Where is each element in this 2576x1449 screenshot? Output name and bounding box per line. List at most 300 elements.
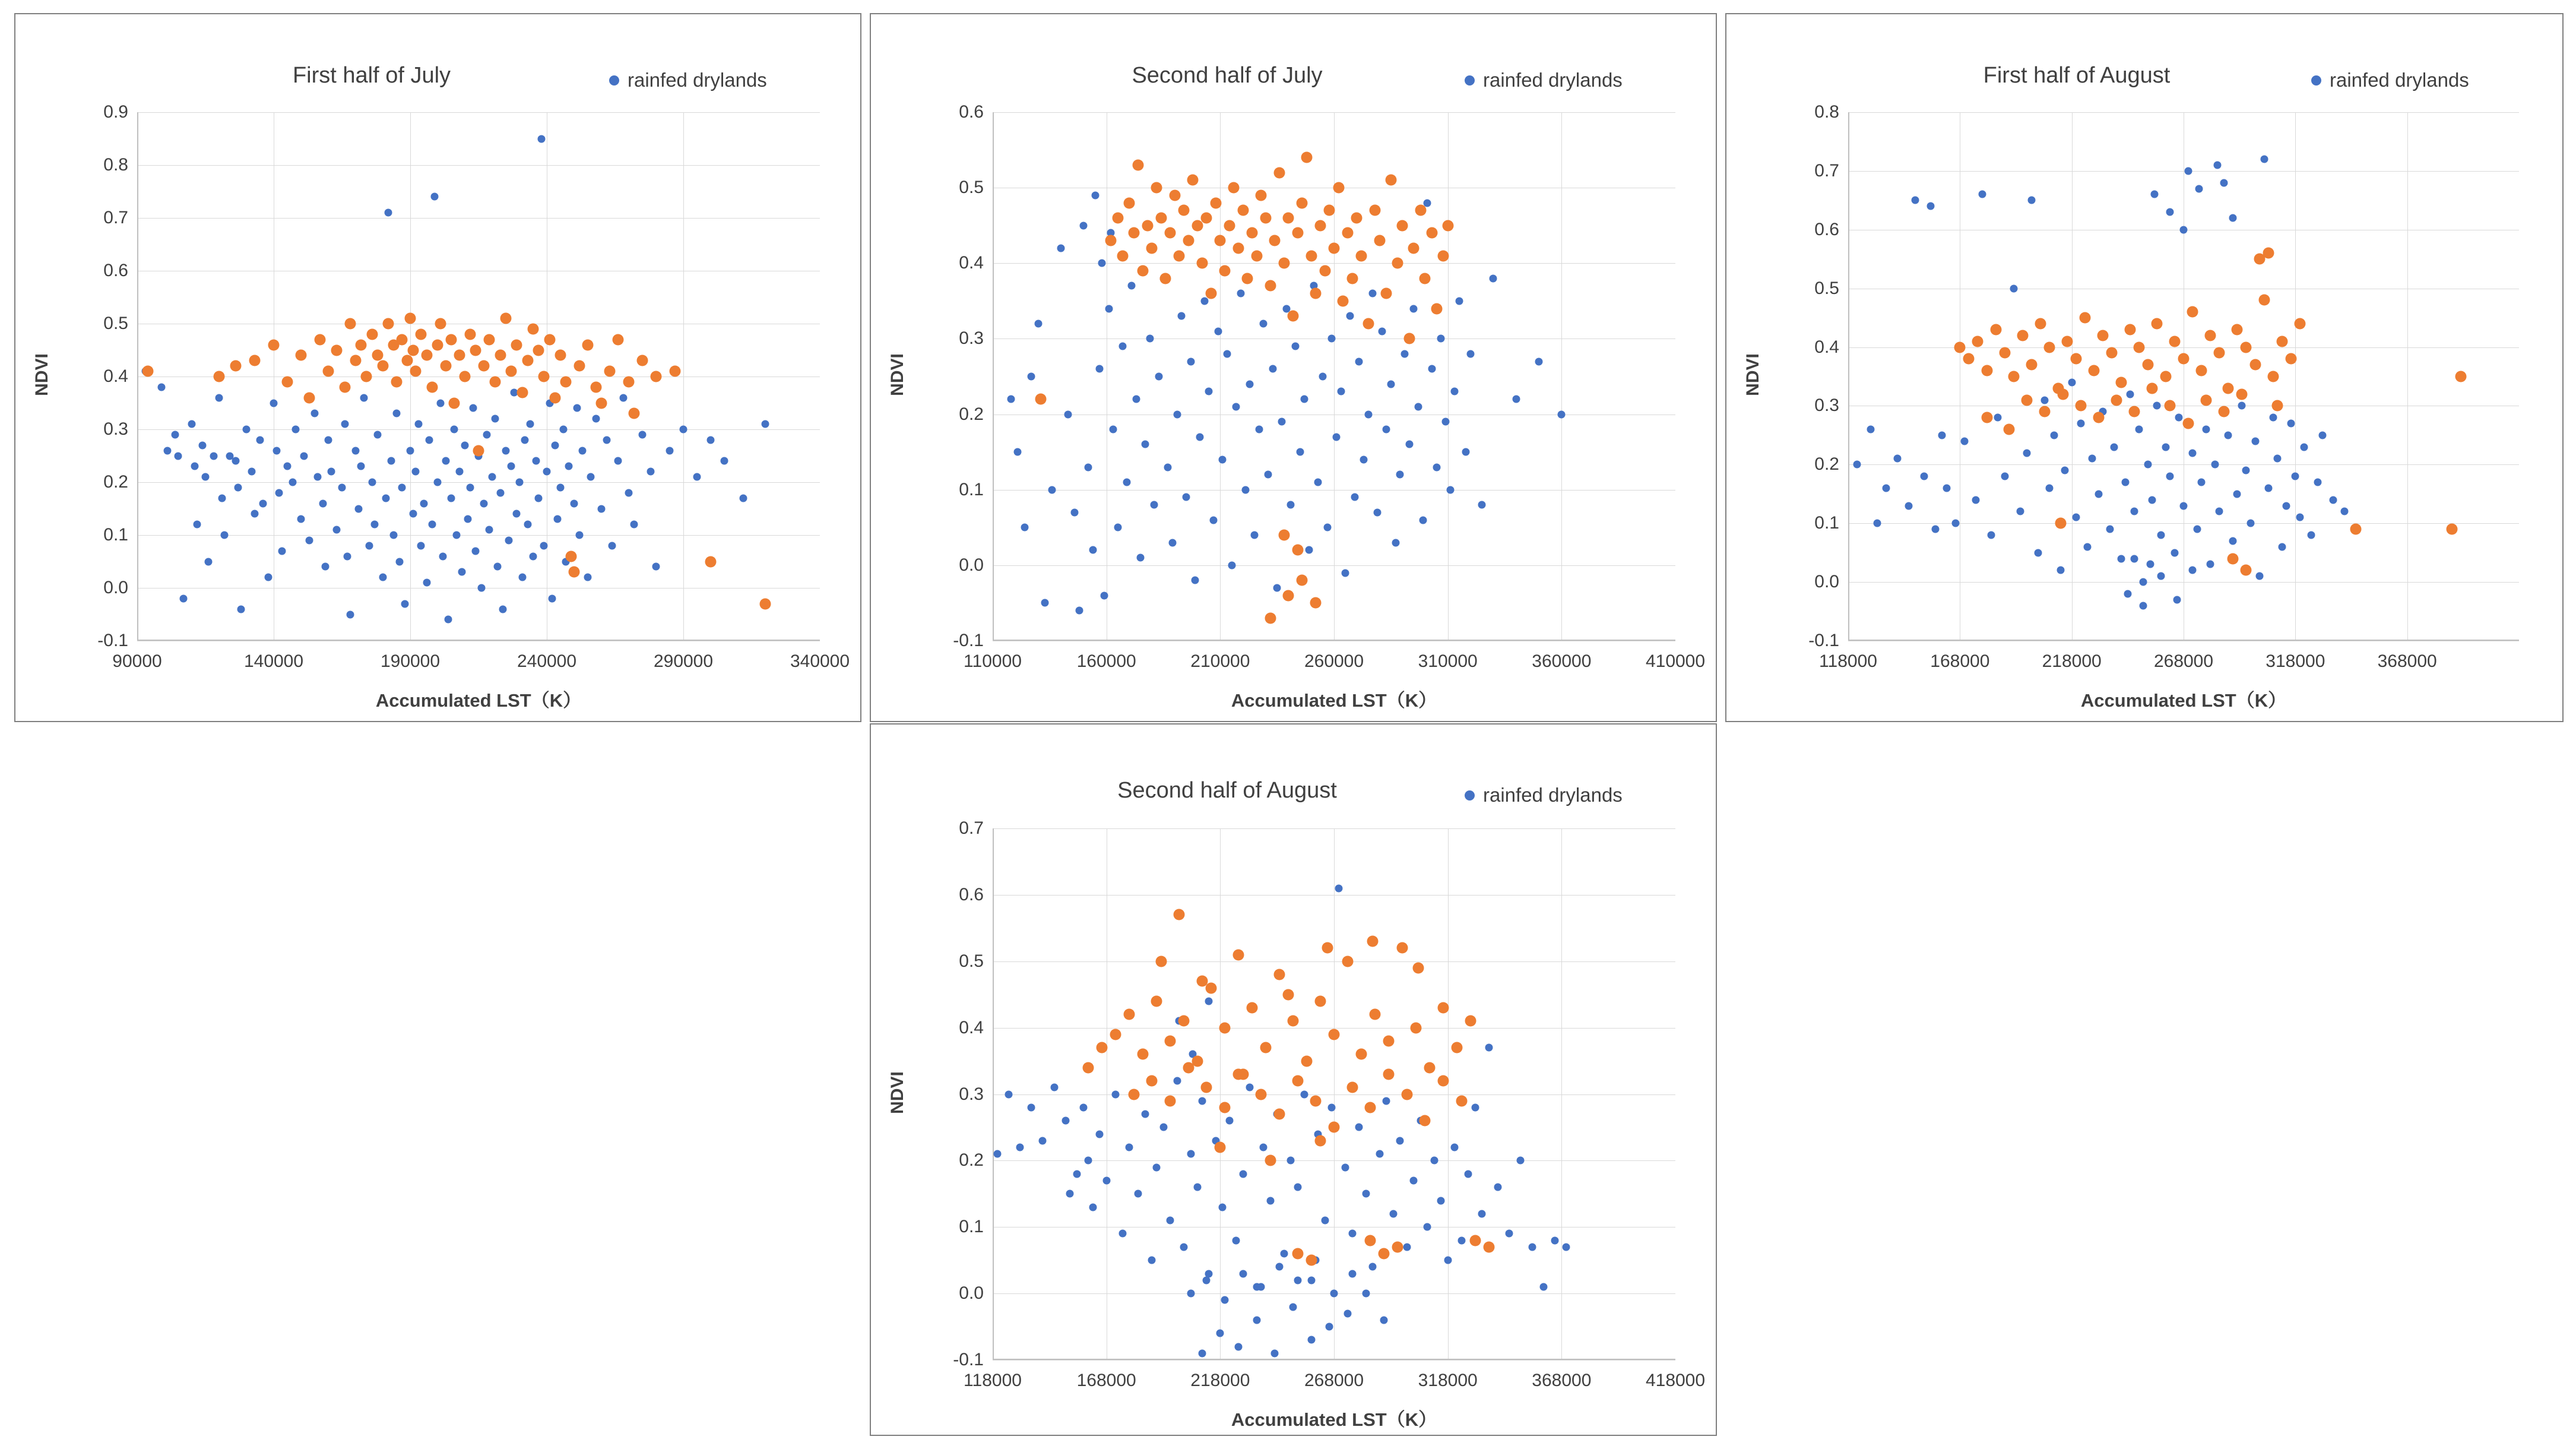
scatter-point: [1383, 1036, 1395, 1047]
y-axis-tick-label: -0.1: [953, 631, 984, 650]
scatter-point: [530, 552, 537, 560]
y-axis-title: NDVI: [1743, 353, 1763, 396]
scatter-point: [2089, 365, 2100, 377]
scatter-point: [1206, 982, 1217, 994]
scatter-point: [1385, 175, 1396, 186]
scatter-point: [382, 494, 389, 502]
scatter-point: [371, 521, 379, 529]
scatter-point: [2274, 455, 2282, 463]
scatter-point: [2088, 455, 2096, 463]
scatter-point: [180, 594, 188, 602]
scatter-point: [2122, 479, 2130, 486]
scatter-point: [1297, 575, 1308, 586]
scatter-point: [1192, 220, 1203, 231]
scatter-point: [1198, 1097, 1206, 1105]
scatter-point: [1351, 493, 1358, 501]
scatter-point: [647, 468, 654, 476]
scatter-point: [2180, 502, 2188, 510]
scatter-point: [495, 350, 506, 361]
y-axis-tick-label: 0.7: [1814, 160, 1839, 181]
scatter-point: [1132, 396, 1140, 403]
x-axis-tick-label: 268000: [2153, 651, 2214, 671]
scatter-point: [2283, 502, 2290, 510]
scatter-point: [592, 415, 600, 423]
scatter-point: [2166, 473, 2174, 480]
scatter-point: [2135, 426, 2143, 434]
legend-label: rainfed drylands: [1483, 69, 1623, 91]
scatter-point: [357, 463, 365, 470]
scatter-point: [1512, 396, 1520, 403]
scatter-point: [1401, 350, 1408, 357]
scatter-point: [163, 447, 171, 454]
scatter-point: [590, 381, 601, 393]
scatter-point: [366, 542, 373, 549]
y-axis-tick-label: 0.5: [1814, 278, 1839, 298]
scatter-point: [1471, 1103, 1479, 1111]
y-axis-tick-label: 0.9: [103, 102, 128, 122]
scatter-point: [569, 567, 580, 578]
scatter-point: [1528, 1243, 1536, 1251]
scatter-point: [506, 366, 517, 377]
scatter-point: [1183, 1062, 1194, 1073]
x-axis-tick-label: 318000: [1418, 1371, 1478, 1390]
chart-legend: [1465, 69, 1623, 91]
scatter-point: [303, 392, 315, 403]
scatter-point: [1469, 1235, 1481, 1246]
scatter-point: [323, 366, 334, 377]
scatter-point: [1329, 1122, 1340, 1133]
scatter-point: [740, 494, 747, 502]
scatter-point: [1173, 410, 1181, 418]
y-axis-tick-label: 0.6: [1814, 219, 1839, 239]
y-axis-tick-label: 0.3: [959, 328, 984, 349]
scatter-point: [1180, 1243, 1188, 1251]
scatter-point: [1283, 590, 1294, 601]
scatter-point: [1224, 220, 1235, 231]
scatter-point: [1465, 1170, 1472, 1178]
scatter-point: [1225, 1117, 1233, 1125]
scatter-point: [1893, 455, 1901, 463]
scatter-point: [2232, 324, 2243, 335]
y-axis-tick-label: 0.2: [959, 404, 984, 424]
scatter-point: [1329, 242, 1340, 254]
scatter-point: [1089, 546, 1097, 554]
scatter-point: [1141, 1111, 1149, 1118]
y-axis-tick-label: 0.5: [103, 314, 128, 333]
scatter-point: [2294, 318, 2305, 330]
scatter-point: [2307, 531, 2315, 539]
scatter-point: [540, 542, 548, 549]
scatter-point: [1250, 531, 1258, 539]
scatter-point: [1306, 1255, 1317, 1266]
scatter-point: [1187, 1290, 1194, 1298]
scatter-point: [1324, 205, 1335, 216]
scatter-point: [1198, 1349, 1206, 1357]
scatter-point: [414, 420, 422, 428]
scatter-point: [2241, 341, 2252, 353]
scatter-point: [1219, 455, 1227, 463]
scatter-point: [2233, 490, 2241, 498]
scatter-point: [1301, 1090, 1308, 1098]
scatter-point: [268, 339, 280, 350]
scatter-point: [1100, 591, 1108, 599]
scatter-point: [249, 355, 260, 366]
scatter-point: [465, 328, 476, 340]
scatter-point: [1310, 1095, 1322, 1106]
scatter-point: [565, 463, 572, 470]
scatter-point: [398, 483, 406, 491]
scatter-point: [1219, 1102, 1231, 1113]
scatter-point: [1369, 1263, 1377, 1271]
scatter-point: [1209, 516, 1217, 524]
y-axis-tick-label: -0.1: [1808, 631, 1839, 650]
scatter-point: [1383, 426, 1390, 434]
scatter-point: [2227, 553, 2238, 564]
scatter-point: [1362, 1290, 1370, 1298]
y-axis-tick-label: 0.1: [959, 479, 984, 499]
scatter-point: [1239, 1270, 1247, 1277]
scatter-point: [1219, 1022, 1231, 1033]
scatter-point: [264, 574, 272, 581]
scatter-point: [1028, 373, 1035, 381]
scatter-point: [448, 494, 455, 502]
chart-panel-august-second-half: [870, 723, 1717, 1436]
scatter-point: [1342, 956, 1354, 967]
scatter-point: [426, 381, 438, 393]
x-axis-tick-label: 168000: [1930, 651, 1990, 671]
scatter-point: [1411, 1022, 1422, 1033]
scatter-point: [1438, 250, 1449, 261]
scatter-point: [1216, 1330, 1224, 1337]
scatter-point: [1232, 1236, 1240, 1244]
scatter-point: [1089, 1203, 1097, 1211]
scatter-point: [1355, 1124, 1363, 1131]
scatter-point: [1912, 197, 1919, 204]
scatter-point: [477, 584, 485, 592]
scatter-point: [1396, 1137, 1404, 1144]
scatter-point: [1205, 997, 1213, 1005]
scatter-point: [578, 447, 586, 454]
scatter-point: [1110, 1029, 1121, 1040]
scatter-point: [559, 426, 567, 434]
scatter-point: [1410, 305, 1418, 312]
scatter-point: [573, 404, 581, 412]
scatter-point: [1159, 1124, 1167, 1131]
scatter-point: [270, 399, 278, 407]
scatter-point: [2062, 336, 2073, 347]
scatter-point: [1253, 1316, 1260, 1324]
scatter-point: [2153, 402, 2160, 410]
scatter-point: [2084, 543, 2092, 551]
scatter-point: [1289, 1303, 1297, 1311]
x-axis-tick-label: 368000: [2377, 651, 2437, 671]
y-axis-tick-label: 0.6: [959, 884, 984, 904]
scatter-point: [439, 552, 447, 560]
legend-label: rainfed drylands: [628, 69, 767, 91]
scatter-point: [356, 339, 367, 350]
scatter-point: [2162, 443, 2169, 451]
x-axis-title: Accumulated LST（K）: [1231, 1409, 1437, 1430]
scatter-point: [1028, 1103, 1035, 1111]
scatter-point: [407, 447, 414, 454]
scatter-point: [1117, 250, 1128, 261]
scatter-point: [331, 344, 342, 356]
scatter-points-layer: [1848, 112, 2519, 641]
scatter-point: [373, 431, 381, 438]
scatter-point: [2106, 347, 2118, 359]
scatter-point: [1183, 235, 1194, 246]
scatter-point: [1178, 205, 1190, 216]
scatter-point: [2017, 508, 2024, 515]
x-axis-tick-label: 210000: [1190, 651, 1250, 671]
scatter-point: [426, 436, 433, 444]
scatter-point: [435, 318, 446, 330]
scatter-point: [1485, 1044, 1493, 1052]
scatter-point: [479, 360, 490, 372]
scatter-point: [1119, 343, 1126, 350]
scatter-point: [2267, 371, 2279, 382]
scatter-point: [432, 339, 443, 350]
scatter-point: [596, 397, 607, 409]
scatter-point: [1314, 479, 1322, 486]
scatter-point: [721, 457, 728, 465]
scatter-point: [489, 376, 500, 387]
scatter-point: [1266, 1197, 1274, 1204]
scatter-point: [1535, 357, 1543, 365]
scatter-point: [1428, 365, 1436, 373]
scatter-point: [1073, 1170, 1081, 1178]
scatter-point: [409, 510, 417, 518]
scatter-point: [2142, 359, 2153, 371]
scatter-point: [311, 410, 319, 417]
scatter-point: [1424, 1223, 1431, 1231]
scatter-point: [344, 318, 356, 330]
scatter-point: [2140, 578, 2147, 586]
scatter-point: [1954, 341, 1966, 353]
y-axis-tick-label: 0.8: [1814, 102, 1839, 122]
scatter-point: [1408, 242, 1420, 254]
scatter-point: [1405, 441, 1413, 448]
scatter-point: [423, 579, 430, 587]
scatter-point: [1551, 1236, 1558, 1244]
scatter-point: [1387, 380, 1395, 388]
scatter-point: [2180, 226, 2188, 233]
scatter-point: [1853, 461, 1861, 469]
x-axis-tick-label: 190000: [380, 651, 441, 671]
scatter-point: [1288, 311, 1299, 322]
scatter-point: [1367, 936, 1379, 947]
scatter-point: [2171, 549, 2178, 556]
scatter-point: [1114, 524, 1121, 531]
scatter-point: [300, 452, 308, 460]
scatter-point: [1110, 426, 1117, 434]
scatter-point: [2175, 414, 2183, 422]
scatter-point: [395, 558, 403, 565]
x-axis-tick-label: 118000: [964, 1371, 1022, 1390]
scatter-point: [2182, 418, 2194, 429]
scatter-point: [1380, 1316, 1388, 1324]
scatter-point: [1265, 280, 1276, 292]
scatter-point: [1294, 1184, 1301, 1191]
scatter-point: [1943, 484, 1950, 492]
scatter-point: [1274, 167, 1285, 178]
y-axis-tick-label: 0.0: [959, 555, 984, 575]
scatter-point: [1247, 227, 1258, 239]
scatter-point: [199, 441, 207, 449]
scatter-point: [1210, 197, 1221, 208]
scatter-point: [1203, 1276, 1211, 1284]
plot-area: [993, 828, 1675, 1360]
x-axis-tick-label: 290000: [653, 651, 714, 671]
scatter-point: [1431, 303, 1442, 314]
scatter-point: [489, 473, 496, 481]
scatter-point: [1376, 1150, 1383, 1158]
scatter-point: [1237, 290, 1244, 298]
scatter-point: [1260, 1144, 1268, 1151]
scatter-point: [2027, 197, 2035, 204]
scatter-point: [1960, 437, 1968, 445]
scatter-point: [401, 600, 408, 608]
scatter-point: [1241, 486, 1249, 493]
scatter-point: [2223, 382, 2234, 394]
scatter-point: [1348, 1270, 1356, 1277]
scatter-point: [296, 350, 307, 361]
scatter-point: [1005, 1090, 1012, 1098]
scatter-point: [1307, 1276, 1315, 1284]
scatter-point: [1333, 182, 1344, 194]
scatter-point: [1235, 1343, 1243, 1350]
scatter-point: [1278, 418, 1285, 426]
x-axis-tick-label: 240000: [517, 651, 577, 671]
plot-area: [1848, 112, 2519, 641]
scatter-point: [1148, 1257, 1156, 1264]
scatter-point: [1283, 213, 1294, 224]
scatter-point: [1021, 524, 1028, 531]
chart-legend: [2311, 69, 2469, 91]
scatter-point: [1307, 1336, 1315, 1344]
scatter-point: [760, 598, 771, 609]
scatter-point: [1310, 597, 1322, 609]
scatter-point: [2131, 555, 2138, 562]
scatter-point: [158, 383, 166, 391]
scatter-point: [1319, 373, 1326, 381]
scatter-point: [390, 531, 398, 539]
scatter-point: [1173, 1077, 1181, 1085]
scatter-point: [2173, 596, 2181, 603]
scatter-point: [2195, 185, 2203, 192]
scatter-point: [2285, 353, 2296, 365]
x-axis-tick-label: 410000: [1645, 651, 1706, 671]
scatter-point: [2207, 561, 2214, 568]
scatter-point: [1169, 189, 1180, 201]
scatter-point: [2151, 318, 2162, 330]
scatter-point: [1927, 203, 1935, 210]
scatter-points-layer: [137, 112, 820, 641]
scatter-point: [1401, 1089, 1412, 1100]
scatter-point: [2057, 567, 2064, 574]
scatter-point: [1451, 1144, 1459, 1151]
scatter-point: [448, 397, 460, 409]
scatter-point: [2272, 400, 2283, 412]
scatter-point: [1255, 426, 1263, 434]
scatter-point: [1392, 258, 1403, 269]
scatter-point: [1873, 520, 1881, 527]
scatter-point: [361, 371, 372, 382]
scatter-point: [1981, 412, 1992, 423]
scatter-point: [454, 350, 465, 361]
scatter-point: [1451, 388, 1459, 396]
scatter-point: [1444, 1257, 1452, 1264]
scatter-point: [2124, 324, 2135, 335]
scatter-point: [1128, 227, 1139, 239]
scatter-point: [1174, 909, 1185, 920]
scatter-point: [1064, 410, 1072, 418]
scatter-point: [1014, 448, 1022, 456]
scatter-point: [372, 350, 383, 361]
scatter-point: [2146, 561, 2154, 568]
scatter-point: [604, 366, 615, 377]
scatter-point: [172, 431, 179, 438]
scatter-point: [2187, 306, 2198, 318]
scatter-point: [1288, 1015, 1299, 1027]
scatter-point: [1257, 1283, 1265, 1290]
scatter-point: [1182, 493, 1190, 501]
y-axis-tick-label: 0.3: [103, 419, 128, 439]
y-axis-tick-label: 0.1: [1814, 513, 1839, 533]
scatter-point: [305, 536, 313, 544]
scatter-point: [2200, 394, 2211, 406]
scatter-point: [175, 452, 182, 460]
scatter-point: [2236, 388, 2247, 400]
scatter-point: [2068, 378, 2076, 386]
scatter-point: [554, 515, 562, 523]
scatter-point: [1355, 357, 1363, 365]
scatter-point: [1337, 388, 1345, 396]
scatter-point: [1048, 486, 1056, 493]
scatter-point: [1237, 1068, 1249, 1080]
scatter-point: [366, 328, 378, 340]
scatter-point: [2184, 167, 2192, 175]
scatter-point: [379, 574, 387, 581]
scatter-point: [1999, 347, 2010, 359]
scatter-point: [1478, 1210, 1486, 1217]
scatter-point: [1370, 205, 1381, 216]
scatter-point: [1396, 471, 1404, 479]
scatter-point: [2061, 467, 2069, 474]
scatter-point: [1437, 1197, 1445, 1204]
scatter-point: [1215, 235, 1226, 246]
scatter-point: [1389, 1210, 1397, 1217]
scatter-point: [1265, 612, 1276, 624]
scatter-point: [1187, 357, 1194, 365]
scatter-point: [524, 521, 531, 529]
scatter-point: [1138, 1049, 1149, 1060]
scatter-point: [436, 399, 444, 407]
scatter-point: [1256, 1089, 1267, 1100]
scatter-point: [513, 510, 521, 518]
y-axis-title: NDVI: [32, 353, 52, 396]
scatter-point: [2050, 431, 2058, 439]
scatter-point: [1963, 353, 1975, 365]
scatter-point: [1124, 197, 1135, 208]
y-axis-tick-label: 0.6: [959, 102, 984, 122]
scatter-point: [1301, 152, 1313, 163]
scatter-point: [1228, 561, 1235, 569]
scatter-point: [385, 209, 392, 217]
scatter-point: [1168, 539, 1176, 546]
scatter-point: [1990, 324, 2001, 335]
scatter-point: [405, 313, 416, 324]
